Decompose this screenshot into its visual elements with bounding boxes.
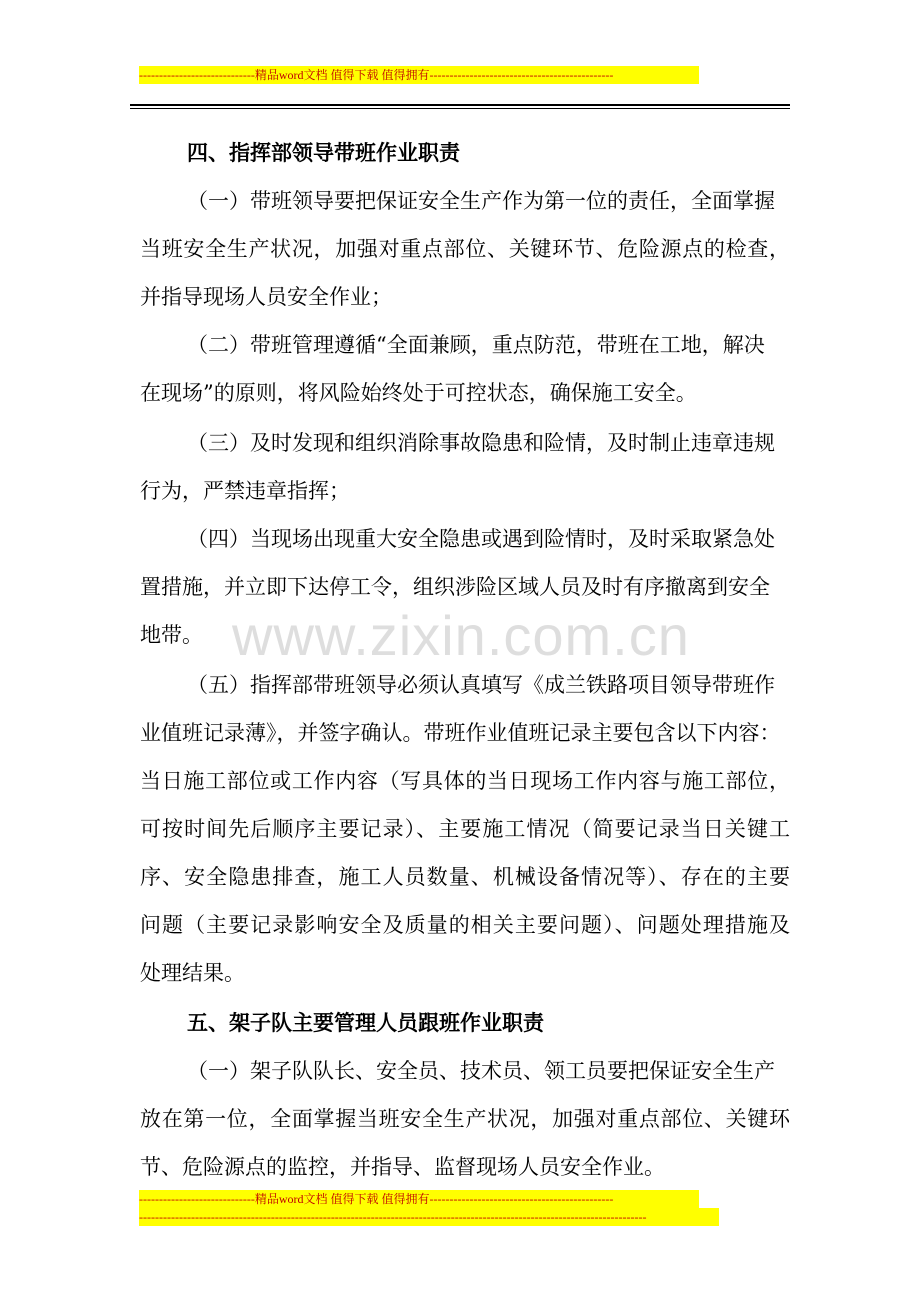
paragraph-line: 可按时间先后顺序主要记录）、主要施工情况（简要记录当日关键工 xyxy=(140,817,790,841)
section-heading: 五、架子队主要管理人员跟班作业职责 xyxy=(187,1010,544,1035)
paragraph-line: 地带。 xyxy=(140,623,203,647)
paragraph-line: 业值班记录薄》，并签字确认。带班作业值班记录主要包含以下内容： xyxy=(140,721,781,745)
paragraph-line: （五）指挥部带班领导必须认真填写《成兰铁路项目领导带班作 xyxy=(187,673,775,697)
paragraph-line: （四）当现场出现重大安全隐患或遇到险情时，及时采取紧急处 xyxy=(187,527,775,551)
paragraph-line: （三）及时发现和组织消除事故隐患和险情，及时制止违章违规 xyxy=(187,431,775,455)
footer-banner: -----------------------------精品word文档 值得下载 值得拥有---------------------------------------------- xyxy=(139,1190,699,1208)
paragraph-line: 序、安全隐患排查，施工人员数量、机械设备情况等）、存在的主要 xyxy=(140,865,790,889)
paragraph-line: 当班安全生产状况，加强对重点部位、关键环节、危险源点的检查， xyxy=(140,237,790,261)
paragraph-line: 行为，严禁违章指挥； xyxy=(140,479,350,503)
paragraph-line: 问题（主要记录影响安全及质量的相关主要问题）、问题处理措施及 xyxy=(140,913,790,937)
paragraph-line: 在现场”的原则，将风险始终处于可控状态，确保施工安全。 xyxy=(140,381,697,405)
paragraph-line: （一）带班领导要把保证安全生产作为第一位的责任，全面掌握 xyxy=(187,189,775,213)
paragraph-line: 处理结果。 xyxy=(140,961,245,985)
section-heading: 四、指挥部领导带班作业职责 xyxy=(187,140,460,165)
paragraph-line: （二）带班管理遵循“全面兼顾，重点防范，带班在工地，解决 xyxy=(187,333,765,357)
footer-dash-line: ------------------------------------------------------------------------------------------------------------------------------- xyxy=(139,1208,719,1226)
paragraph-line: （一）架子队队长、安全员、技术员、领工员要把保证安全生产 xyxy=(187,1059,775,1083)
paragraph-line: 置措施，并立即下达停工令，组织涉险区域人员及时有序撤离到安全 xyxy=(140,575,770,599)
header-banner: -----------------------------精品word文档 值得下载 值得拥有---------------------------------------------- xyxy=(139,66,699,84)
paragraph-line: 放在第一位，全面掌握当班安全生产状况，加强对重点部位、关键环 xyxy=(140,1107,790,1131)
watermark: www.zixin.com.cn xyxy=(232,604,690,667)
paragraph-line: 并指导现场人员安全作业； xyxy=(140,285,392,309)
header-rule-thick xyxy=(130,104,790,106)
header-rule-thin xyxy=(130,108,790,109)
paragraph-line: 节、危险源点的监控，并指导、监督现场人员安全作业。 xyxy=(140,1155,665,1179)
paragraph-line: 当日施工部位或工作内容（写具体的当日现场工作内容与施工部位， xyxy=(140,769,790,793)
